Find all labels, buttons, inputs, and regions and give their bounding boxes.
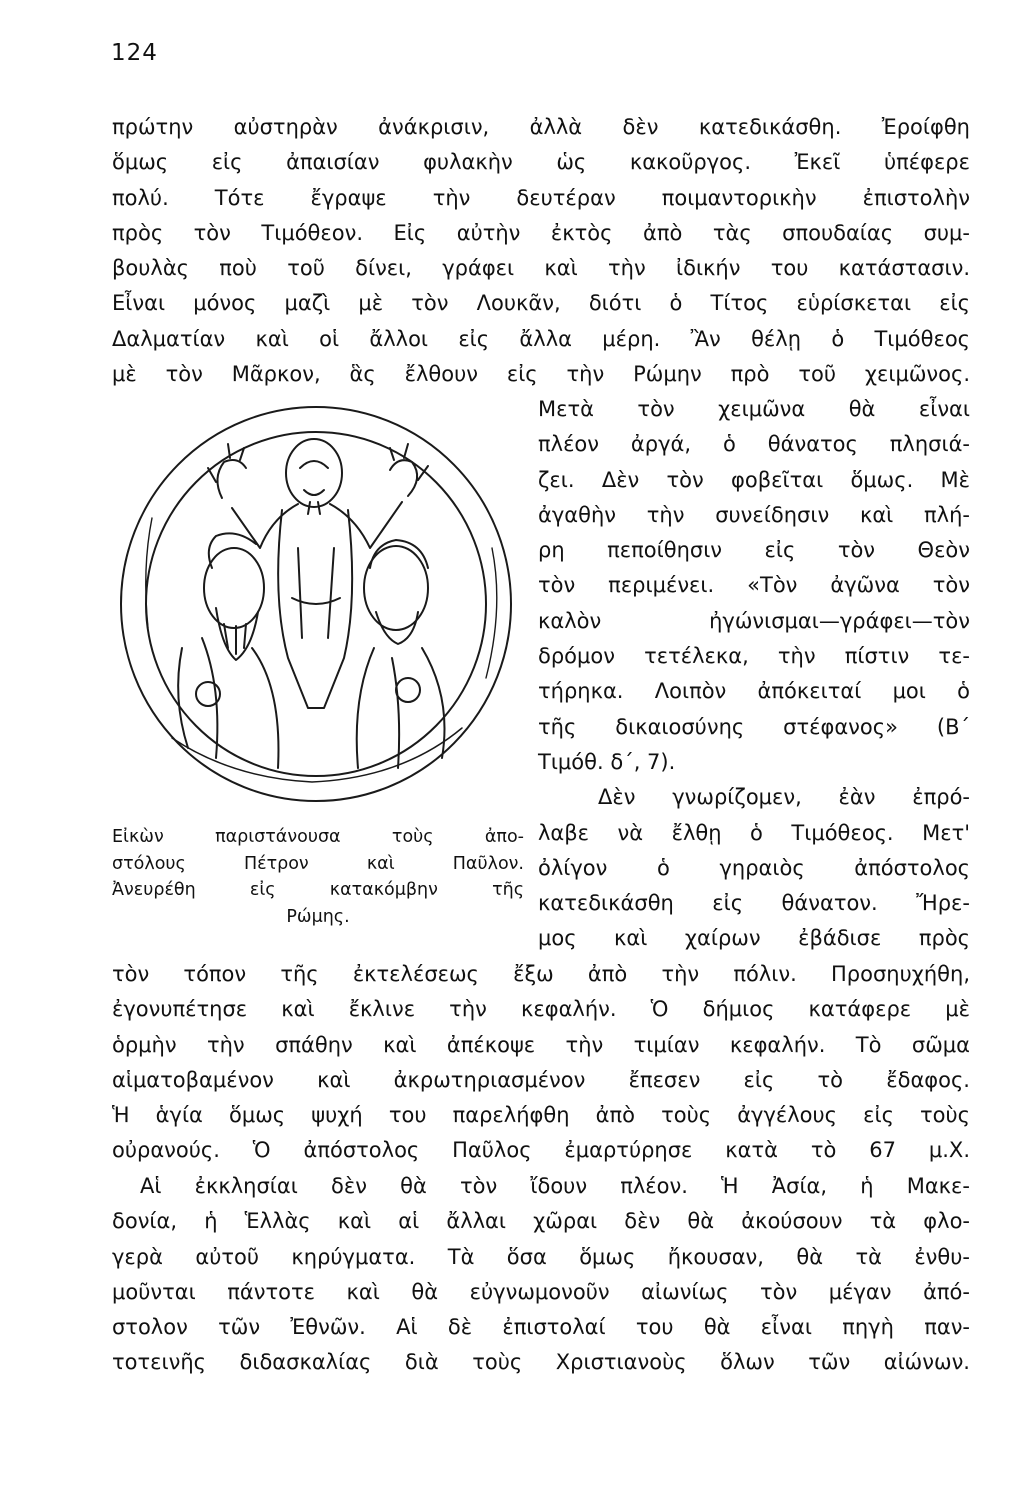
text-line: αἱματοβαμένον καὶ ἀκρωτηριασμένον ἔπεσεν εἰς τὸ ἔδαφος. xyxy=(112,1067,970,1092)
text-line: πρὸς τὸν Τιμόθεον. Εἰς αὐτὴν ἐκτὸς ἀπὸ τὰς σπουδαίας συμ- xyxy=(112,220,970,245)
caption-line: Ρώμης. xyxy=(286,906,350,927)
text-line: βουλὰς ποὺ τοῦ δίνει, γράφει καὶ τὴν ἰδικήν του κατάστασιν. xyxy=(112,256,970,281)
text-line: ὀλίγον ὁ γηραιὸς ἀπόστολος xyxy=(538,855,970,880)
text-line: πολύ. Τότε ἔγραψε τὴν δευτέραν ποιμαντορικὴν ἐπιστολὴν xyxy=(112,185,970,210)
text-line: καλὸν ἠγώνισμαι—γράφει—τὸν xyxy=(538,608,970,633)
text-line: Αἱ ἐκκλησίαι δὲν θὰ τὸν ἴδουν πλέον. Ἡ Ἀσία, ἡ Μακε- xyxy=(140,1174,970,1198)
text-line: στολον τῶν Ἐθνῶν. Αἱ δὲ ἐπιστολαί του θὰ εἶναι πηγὴ παν- xyxy=(112,1315,970,1340)
text-line: ὅμως εἰς ἀπαισίαν φυλακὴν ὡς κακοῦργος. Ἐκεῖ ὑπέφερε xyxy=(112,150,970,175)
top-paragraph xyxy=(112,110,970,392)
text-line: Εἶναι μόνος μαζὶ μὲ τὸν Λουκᾶν, διότι ὁ Τίτος εὑρίσκεται εἰς xyxy=(112,291,970,316)
text-line: Τιμόθ. δ΄, 7). xyxy=(538,749,676,774)
text-line: Ἡ ἁγία ὅμως ψυχή του παρελήφθη ἀπὸ τοὺς ἀγγέλους εἰς τοὺς xyxy=(112,1103,970,1128)
text-line: μος καὶ χαίρων ἐβάδισε πρὸς xyxy=(538,926,970,951)
text-line: δονία, ἡ Ἑλλὰς καὶ αἱ ἄλλαι χῶραι δὲν θὰ ἀκούσουν τὰ φλο- xyxy=(112,1209,970,1234)
caption-line: Εἰκὼν παριστάνουσα τοὺς ἀπο- xyxy=(112,827,524,847)
text-line: ἐγονυπέτησε καὶ ἔκλινε τὴν κεφαλήν. Ὁ δήμιος κατάφερε μὲ xyxy=(112,997,970,1022)
text-line: ἀγαθὴν τὴν συνείδησιν καὶ πλή- xyxy=(538,502,970,527)
text-line: οὐρανούς. Ὁ ἀπόστολος Παῦλος ἐμαρτύρησε κατὰ τὸ 67 μ.Χ. xyxy=(112,1138,970,1163)
text-line: τοτεινῆς διδασκαλίας διὰ τοὺς Χριστιανοὺς ὅλων τῶν αἰώνων. xyxy=(112,1350,970,1375)
text-line: μὲ τὸν Μᾶρκον, ἃς ἔλθουν εἰς τὴν Ρώμην πρὸ τοῦ χειμῶνος. xyxy=(112,362,970,387)
figure-caption xyxy=(112,824,524,930)
text-line: ρη πεποίθησιν εἰς τὸν Θεὸν xyxy=(538,538,970,563)
text-line: ζει. Δὲν τὸν φοβεῖται ὅμως. Μὲ xyxy=(538,467,970,492)
bottom-paragraph xyxy=(112,957,970,1169)
caption-line: στόλους Πέτρον καὶ Παῦλον. xyxy=(112,853,524,874)
text-line: τῆς δικαιοσύνης στέφανος» (Β΄ xyxy=(538,714,970,739)
final-paragraph xyxy=(112,1169,970,1381)
text-line: λαβε νὰ ἔλθῃ ὁ Τιμόθεος. Μετ' xyxy=(538,820,970,845)
text-line: τήρηκα. Λοιπὸν ἀπόκειταί μοι ὁ xyxy=(538,679,970,704)
right-column-text xyxy=(538,392,970,957)
text-line: πρώτην αὐστηρὰν ἀνάκρισιν, ἀλλὰ δὲν κατεδικάσθη. Ἐροίφθη xyxy=(112,115,970,139)
text-line: κατεδικάσθη εἰς θάνατον. Ἤρε- xyxy=(538,891,970,916)
catacomb-medallion-illustration xyxy=(112,398,524,814)
page-number: 124 xyxy=(111,40,158,66)
text-line: πλέον ἀργά, ὁ θάνατος πλησιά- xyxy=(538,432,970,457)
text-line: Δαλματίαν καὶ οἱ ἄλλοι εἰς ἄλλα μέρη. Ἂν θέλῃ ὁ Τιμόθεος xyxy=(112,326,970,351)
figure xyxy=(112,398,524,814)
text-line: τὸν τόπον τῆς ἐκτελέσεως ἔξω ἀπὸ τὴν πόλιν. Προσηυχήθη, xyxy=(112,962,970,986)
text-line: δρόμον τετέλεκα, τὴν πίστιν τε- xyxy=(538,644,970,669)
text-line: Μετὰ τὸν χειμῶνα θὰ εἶναι xyxy=(538,397,970,421)
caption-line: Ἀνευρέθη εἰς κατακόμβην τῆς xyxy=(112,880,524,900)
text-line: τὸν περιμένει. «Τὸν ἀγῶνα τὸν xyxy=(538,573,970,598)
text-line: Δὲν γνωρίζομεν, ἐὰν ἐπρό- xyxy=(598,785,970,810)
text-line: γερὰ αὐτοῦ κηρύγματα. Τὰ ὅσα ὅμως ἤκουσαν, θὰ τὰ ἐνθυ- xyxy=(112,1244,970,1269)
text-line: ὁρμὴν τὴν σπάθην καὶ ἀπέκοψε τὴν τιμίαν κεφαλήν. Τὸ σῶμα xyxy=(112,1032,970,1057)
text-line: μοῦνται πάντοτε καὶ θὰ εὐγνωμονοῦν αἰωνίως τὸν μέγαν ἀπό- xyxy=(112,1279,970,1304)
